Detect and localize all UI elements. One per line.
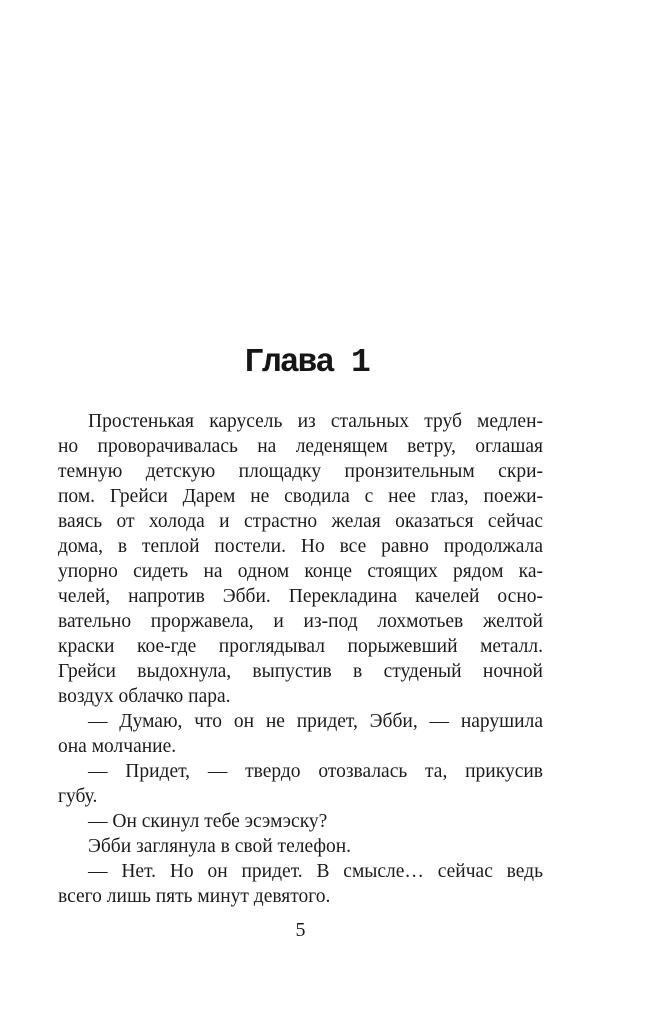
text-line: челей, напротив Эбби. Перекладина качелей осно- xyxy=(58,586,543,607)
text-line: краски кое-где проглядывал порыжевший металл. xyxy=(58,636,543,657)
text-line: но проворачивалась на леденящем ветру, оглашая xyxy=(58,436,543,457)
paragraph xyxy=(58,859,543,909)
text-line: — Придет, — твердо отозвалась та, прикусив xyxy=(88,761,543,782)
text-line: она молчание. xyxy=(58,736,177,757)
paragraph xyxy=(58,809,543,834)
paragraph xyxy=(58,709,543,759)
text-line: — Думаю, что он не придет, Эбби, — нарушила xyxy=(88,711,543,732)
text-line: — Нет. Но он придет. В смысле… сейчас ведь xyxy=(88,861,543,882)
text-line: дома, в теплой постели. Но все равно продолжала xyxy=(58,536,543,557)
text-line: ваясь от холода и страстно желая оказаться сейчас xyxy=(58,511,543,532)
text-line: упорно сидеть на одном конце стоящих рядом ка- xyxy=(58,561,543,582)
text-line: Эбби заглянула в свой телефон. xyxy=(88,836,352,857)
paragraph xyxy=(58,834,543,859)
text-line: темную детскую площадку пронзительным скри- xyxy=(58,461,543,482)
text-line: Грейси выдохнула, выпустив в студеный ночной xyxy=(58,661,543,682)
text-line: Простенькая карусель из стальных труб медлен- xyxy=(88,411,543,432)
paragraph xyxy=(58,409,543,709)
text-line: воздух облачко пара. xyxy=(58,686,231,707)
text-line: губу. xyxy=(58,786,98,807)
text-line: всего лишь пять минут девятого. xyxy=(58,886,331,907)
text-line: пом. Грейси Дарем не сводила с нее глаз, поежи- xyxy=(58,486,543,507)
chapter-title: Глава 1 xyxy=(244,344,369,381)
body-text xyxy=(58,409,543,909)
paragraph xyxy=(58,759,543,809)
text-line: вательно проржавела, и из-под лохмотьев желтой xyxy=(58,611,543,632)
page-number: 5 xyxy=(295,919,306,941)
text-line: — Он скинул тебе эсэмэску? xyxy=(88,811,328,832)
